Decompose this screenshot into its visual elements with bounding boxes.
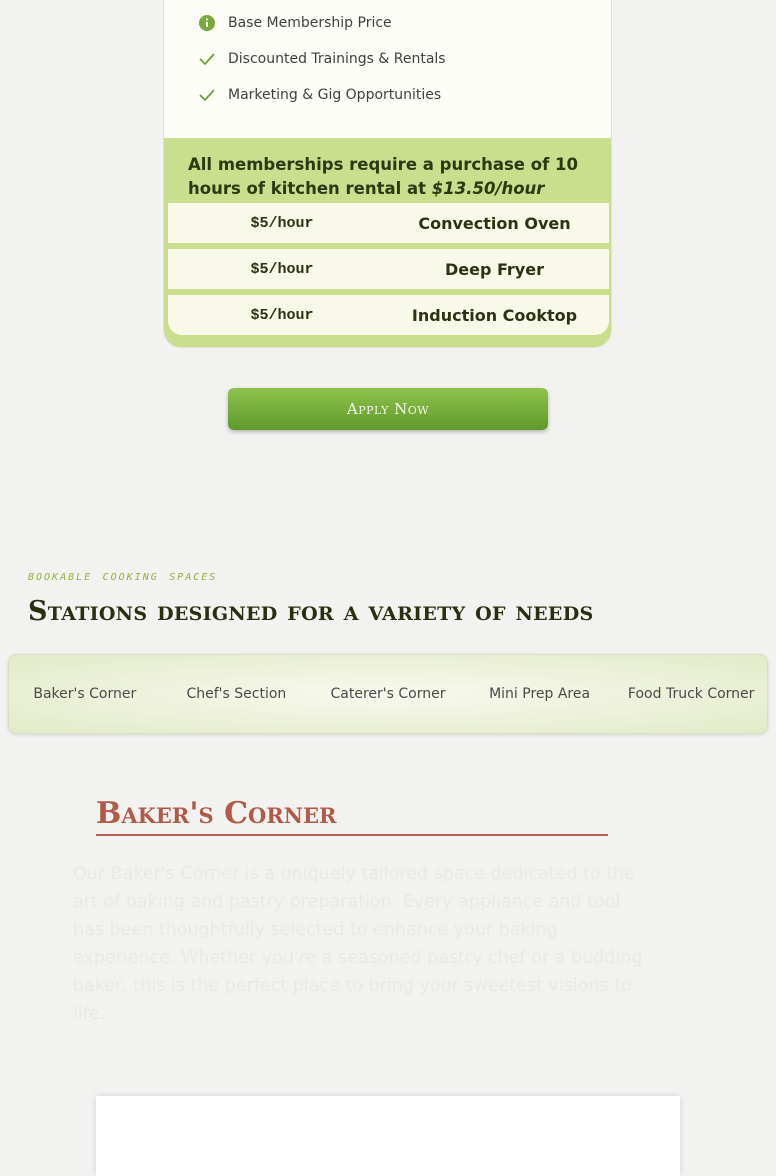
tab-mini-prep-area[interactable]: Mini Prep Area [489, 686, 591, 702]
equipment-row [168, 295, 609, 335]
section-heading: Stations designed for a variety of needs [28, 596, 594, 627]
station-description: Our Baker's Corner is a uniquely tailored space dedicated to the art of baking and pastry preparation. Every appliance and tool has been thoughtfully selected to enhance your baking experience. Whether you're a seasoned pastry chef or a budding baker, this is the perfect place to bring your sweetest visions to life. [73, 864, 643, 1024]
section-eyebrow: bookable cooking spaces [28, 568, 218, 584]
feature-label: Discounted Trainings & Rentals [228, 51, 446, 67]
equipment-price: $5/hour [250, 306, 314, 324]
info-icon [198, 14, 216, 32]
membership-card [163, 0, 612, 348]
apply-now-button[interactable]: Apply Now [228, 388, 548, 430]
equipment-row [168, 203, 609, 243]
check-icon [198, 86, 216, 104]
equipment-price: $5/hour [250, 214, 314, 232]
feature-item [198, 13, 392, 33]
rental-requirement-panel [164, 138, 612, 348]
station-title: Baker's Corner [96, 796, 608, 836]
equipment-row [168, 249, 609, 289]
tab-caterers-corner[interactable]: Caterer's Corner [330, 686, 446, 702]
equipment-name: Convection Oven [418, 213, 571, 233]
equipment-name: Induction Cooktop [411, 305, 578, 325]
requirement-text: All memberships require a purchase of 10 hours of kitchen rental at $13.50/hour [188, 155, 578, 198]
station-tabs [8, 654, 768, 734]
equipment-price: $5/hour [250, 260, 314, 278]
tab-food-truck-corner[interactable]: Food Truck Corner [627, 686, 755, 702]
tab-chefs-section[interactable]: Chef's Section [186, 686, 287, 702]
feature-label: Base Membership Price [228, 15, 392, 31]
feature-item [198, 49, 446, 69]
feature-item [198, 85, 442, 105]
feature-label: Marketing & Gig Opportunities [228, 87, 442, 103]
station-image-panel [96, 1096, 680, 1176]
requirement-rate: $13.50/hour [431, 179, 545, 198]
tab-bakers-corner[interactable]: Baker's Corner [33, 686, 137, 702]
equipment-name: Deep Fryer [445, 259, 544, 279]
check-icon [198, 50, 216, 68]
